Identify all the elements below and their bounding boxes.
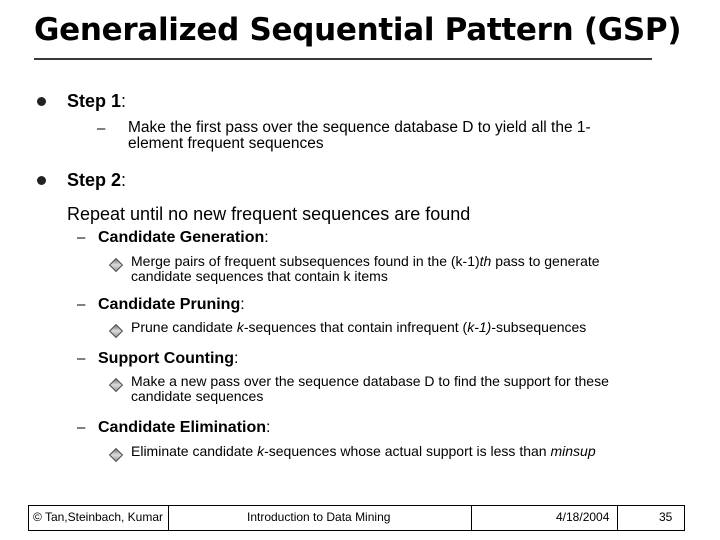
detail-italic: minsup	[550, 443, 596, 459]
phase-counting-heading	[98, 350, 238, 368]
detail-italic: k	[257, 443, 265, 459]
detail-italic: k	[236, 319, 244, 335]
detail-text: -sequences whose actual support is less than	[264, 443, 551, 459]
detail-text: -sequences that contain infrequent (	[243, 319, 468, 335]
footer-page-number: 35	[659, 510, 673, 524]
diamond-bullet-icon	[109, 258, 123, 272]
detail-italic: k-1)	[467, 319, 492, 335]
phase-pruning-heading	[98, 296, 245, 314]
title-underline	[34, 58, 652, 60]
dash-icon: –	[77, 229, 86, 246]
diamond-bullet-icon	[109, 324, 123, 338]
step1-detail-line1: Make the first pass over the sequence database D to yield all the 1-	[128, 119, 591, 136]
phase-generation-detail	[131, 254, 600, 284]
bullet-icon	[37, 97, 46, 106]
phase-elimination-detail	[131, 444, 596, 459]
step1-detail-line2: element frequent sequences	[128, 135, 324, 152]
phase-counting-line2: candidate sequences	[131, 388, 264, 404]
footer-authors: © Tan,Steinbach, Kumar	[33, 510, 164, 524]
dash-icon: –	[77, 350, 86, 367]
step1-heading	[67, 91, 126, 112]
phase-counting-name: Support Counting	[98, 350, 234, 367]
dash-icon: –	[77, 296, 86, 313]
detail-text: pass to generate	[491, 253, 600, 269]
step2-colon: :	[121, 170, 127, 190]
diamond-bullet-icon	[109, 448, 123, 462]
phase-counting-colon: :	[233, 350, 239, 367]
phase-pruning-name: Candidate Pruning	[98, 296, 241, 313]
phase-generation-line2: candidate sequences that contain k items	[131, 268, 388, 284]
footer-divider	[617, 506, 618, 530]
phase-generation-heading	[98, 229, 269, 247]
footer-divider	[168, 506, 169, 530]
phase-pruning-detail	[131, 320, 586, 335]
bullet-icon	[37, 176, 46, 185]
phase-generation-name: Candidate Generation	[98, 229, 265, 246]
step2-label: Step 2	[67, 170, 122, 190]
detail-text: -subsequences	[491, 319, 587, 335]
step1-detail	[128, 120, 591, 152]
phase-elimination-heading	[98, 419, 270, 437]
dash-icon: –	[97, 120, 106, 137]
step2-heading	[67, 170, 126, 191]
step2-repeat-text: Repeat until no new frequent sequences are found	[67, 204, 471, 224]
phase-counting-detail	[131, 374, 609, 404]
detail-text: Merge pairs of frequent subsequences found in the (k-1)	[131, 253, 480, 269]
detail-italic: th	[479, 253, 492, 269]
step1-colon: :	[121, 91, 127, 111]
phase-generation-colon: :	[264, 229, 269, 246]
footer-date: 4/18/2004	[556, 510, 610, 524]
phase-generation-line1	[131, 254, 600, 269]
dash-icon: –	[77, 419, 86, 436]
phase-pruning-colon: :	[240, 296, 245, 313]
detail-text: Eliminate candidate	[131, 443, 258, 459]
phase-counting-line1: Make a new pass over the sequence database D to find the support for these	[131, 373, 609, 389]
phase-elimination-name: Candidate Elimination	[98, 419, 267, 436]
step1-label: Step 1	[67, 91, 122, 111]
footer-divider	[471, 506, 472, 530]
diamond-bullet-icon	[109, 378, 123, 392]
footer-course: Introduction to Data Mining	[247, 510, 391, 524]
phase-elimination-colon: :	[266, 419, 271, 436]
slide-title: Generalized Sequential Pattern (GSP)	[34, 12, 682, 48]
slide-footer	[28, 505, 685, 531]
detail-text: Prune candidate	[131, 319, 237, 335]
